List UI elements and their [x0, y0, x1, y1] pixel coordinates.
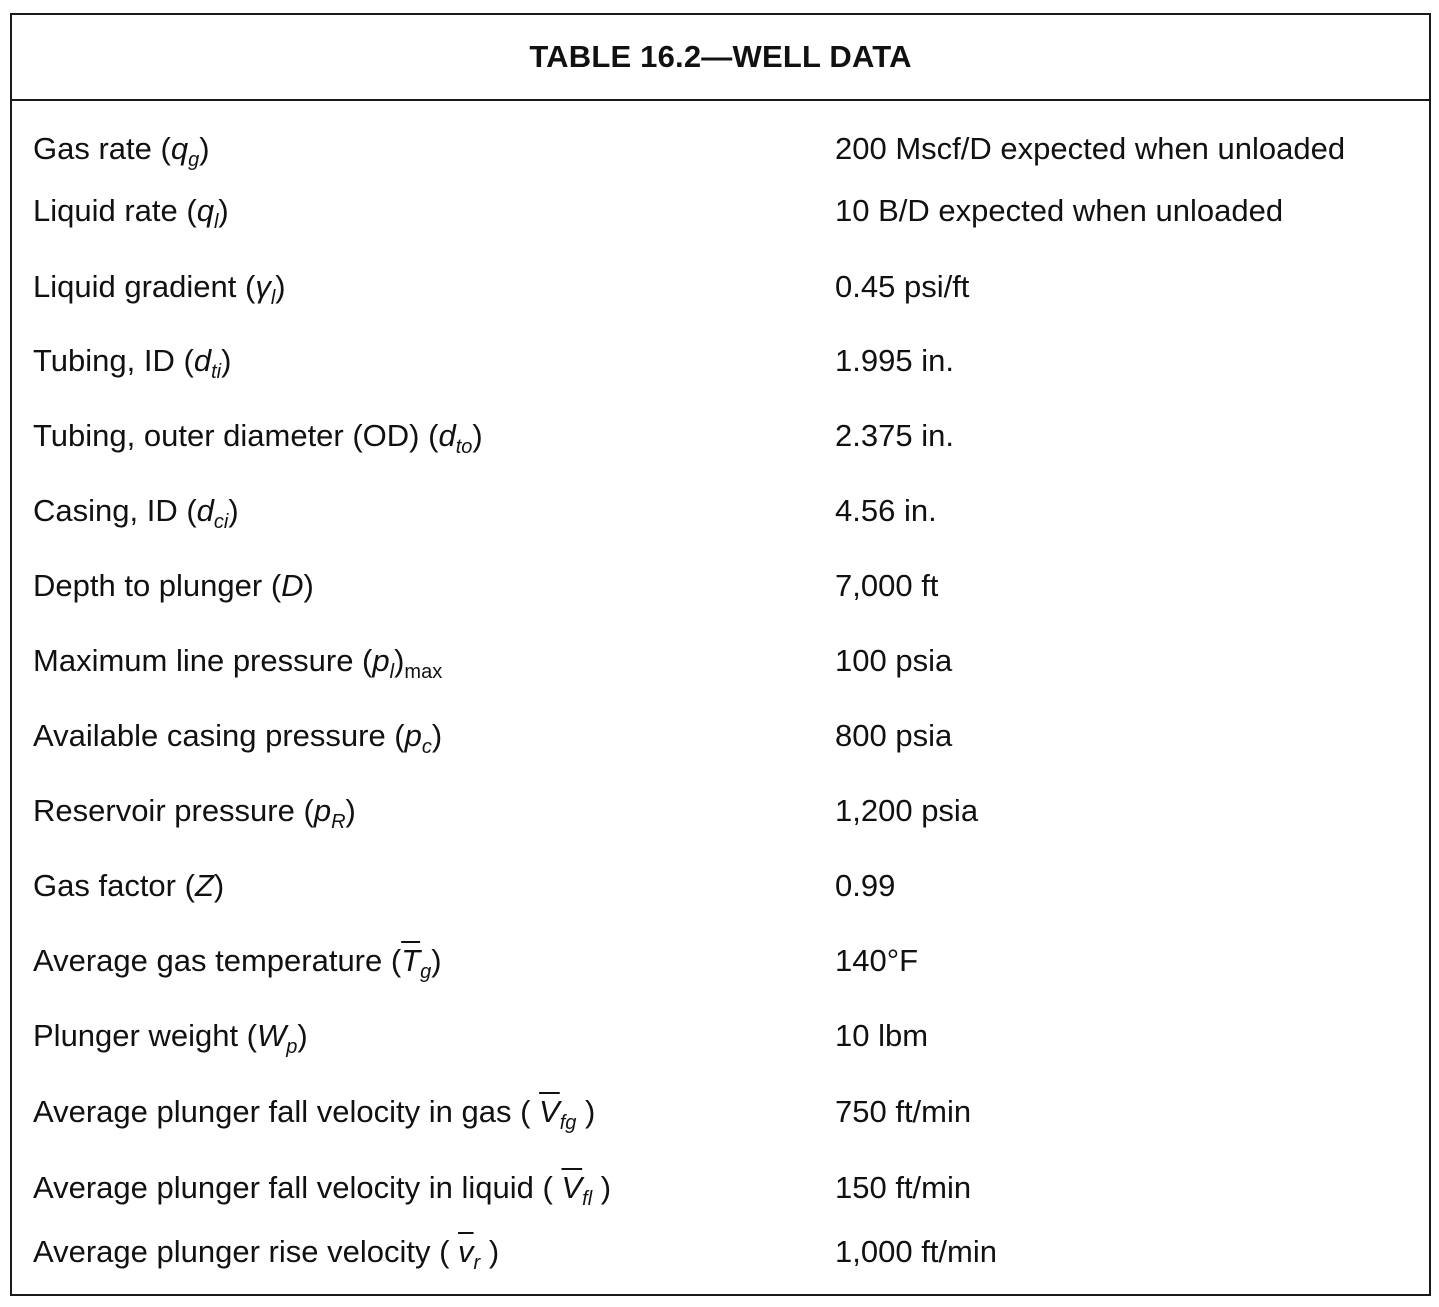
table-row [12, 341, 1429, 381]
row-value: 140°F [835, 943, 919, 978]
row-label: Tubing, outer diameter (OD) $(d_{to})$ [33, 418, 483, 458]
table-row [12, 641, 1429, 681]
row-value: 750 ft/min [835, 1094, 972, 1129]
row-value: 1,000 ft/min [835, 1234, 997, 1269]
row-label: Liquid rate $(q_l)$ [33, 193, 229, 233]
row-value: 4.56 in. [835, 493, 937, 528]
table-row [12, 941, 1429, 981]
table-row [12, 491, 1429, 531]
row-value: 200 Mscf/D expected when unloaded [835, 131, 1346, 166]
row-label: Average gas temperature $(\overline{T}_g)$ [33, 943, 442, 983]
row-label: Available casing pressure $(p_c)$ [33, 718, 443, 758]
well-data-table [10, 13, 1431, 1296]
row-label: Average plunger fall velocity in gas ( $\overline{V}_{fg}$ ) [33, 1094, 596, 1134]
row-value: 1,200 psia [835, 793, 979, 828]
row-value: 10 B/D expected when unloaded [835, 193, 1284, 228]
row-value: 800 psia [835, 718, 953, 753]
row-label: Tubing, ID $(d_{ti})$ [33, 343, 232, 383]
row-label: Plunger weight $(W_p)$ [33, 1018, 308, 1058]
table-row [12, 866, 1429, 906]
row-value: 7,000 ft [835, 568, 939, 603]
row-label: Gas rate $(q_g)$ [33, 131, 210, 171]
table-row [12, 1016, 1429, 1056]
row-label: Average plunger rise velocity ( $\overline{v}_r$ ) [33, 1234, 500, 1274]
table-title: TABLE 16.2—WELL DATA [12, 15, 1429, 101]
table-row [12, 1092, 1429, 1132]
row-value: 150 ft/min [835, 1170, 972, 1205]
table-row [12, 566, 1429, 606]
table-row [12, 1232, 1429, 1272]
table-row [12, 267, 1429, 307]
table-row [12, 129, 1429, 169]
row-value: 100 psia [835, 643, 953, 678]
row-label: Liquid gradient $(\gamma_l)$ [33, 269, 286, 309]
row-label: Reservoir pressure $(p_R)$ [33, 793, 356, 833]
row-label: Casing, ID $(d_{ci})$ [33, 493, 239, 533]
row-value: 0.99 [835, 868, 896, 903]
row-value: 2.375 in. [835, 418, 954, 453]
row-label: Maximum line pressure $(p_l)_{max}$ [33, 643, 443, 683]
table-row [12, 191, 1429, 231]
row-value: 0.45 psi/ft [835, 269, 970, 304]
table-row [12, 716, 1429, 756]
row-label: Gas factor (Z) [33, 868, 225, 903]
row-value: 10 lbm [835, 1018, 929, 1053]
row-label: Depth to plunger (D) [33, 568, 314, 603]
table-row [12, 416, 1429, 456]
table-row [12, 791, 1429, 831]
row-value: 1.995 in. [835, 343, 954, 378]
table-row [12, 1168, 1429, 1208]
row-label: Average plunger fall velocity in liquid ( $\overline{V}_{fl}$ ) [33, 1170, 612, 1210]
